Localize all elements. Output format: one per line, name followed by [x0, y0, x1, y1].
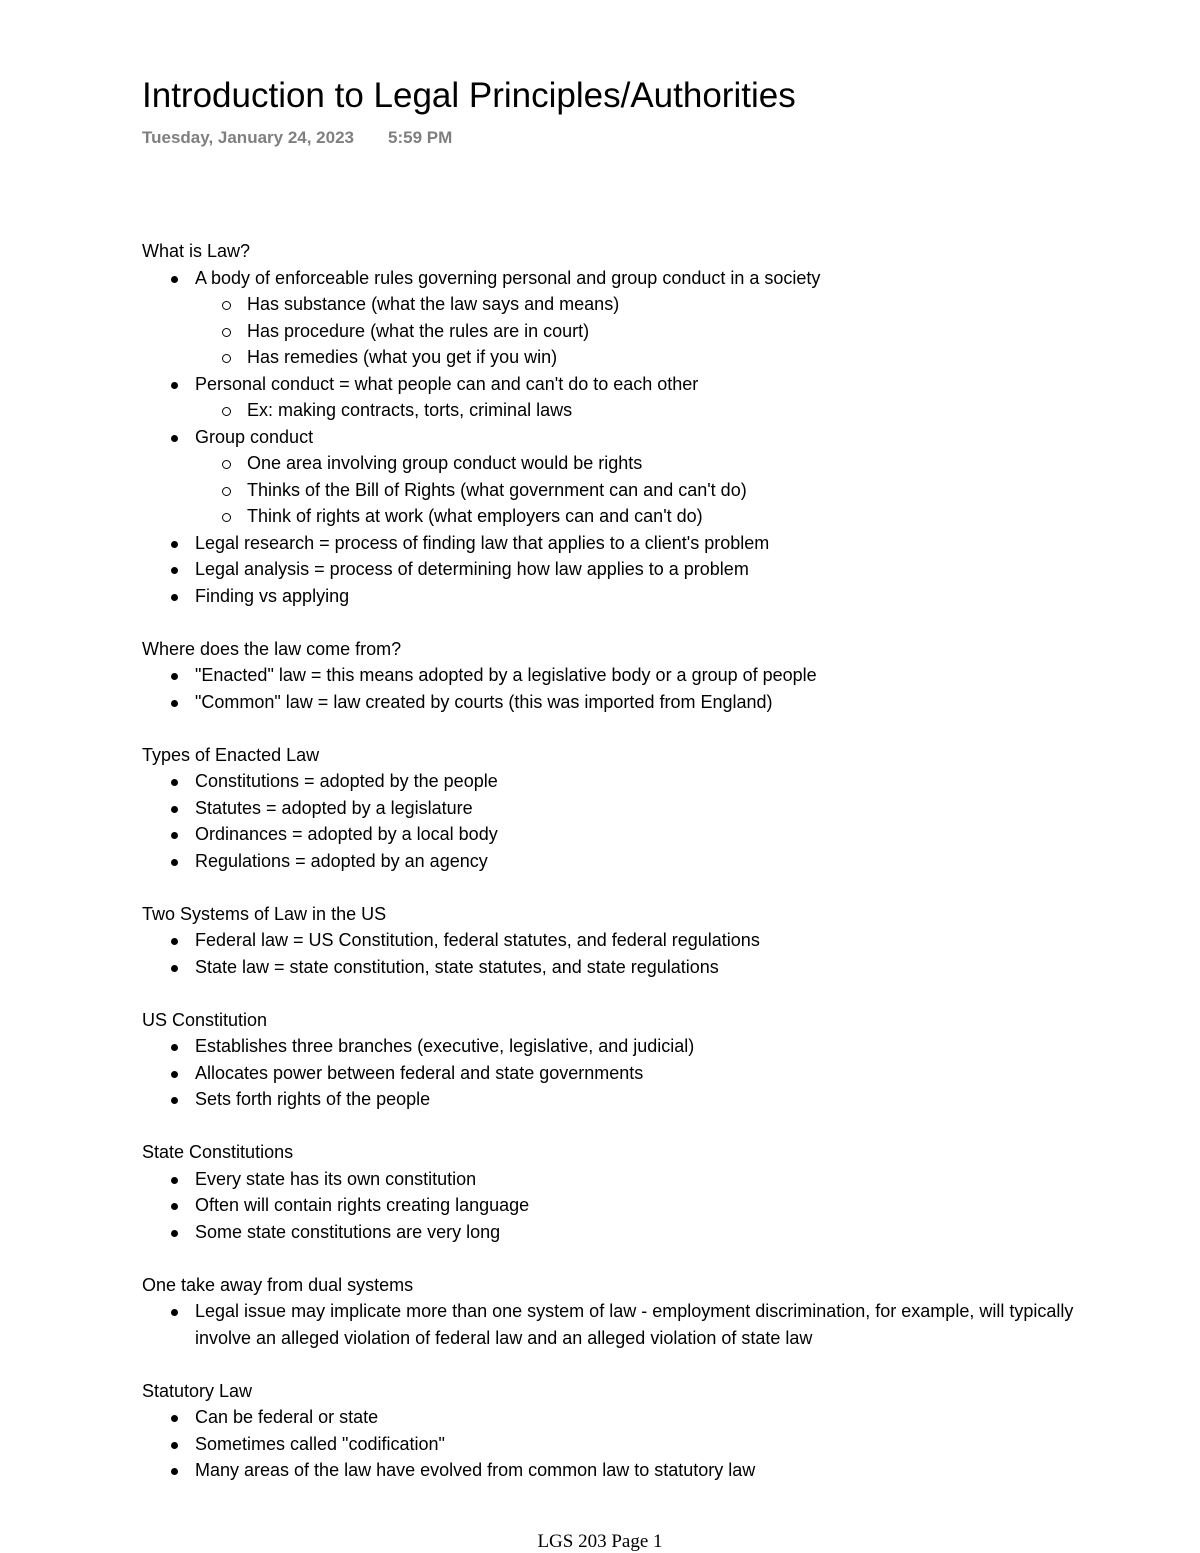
bullet-item: Sometimes called "codification"	[142, 1431, 1082, 1458]
note-timestamp	[142, 127, 452, 149]
section-heading: Types of Enacted Law	[142, 744, 320, 765]
sub-bullet-item: Has substance (what the law says and means)	[142, 291, 1082, 318]
bullet-item: "Common" law = law created by courts (this was imported from England)	[142, 689, 1082, 716]
note-body	[142, 238, 1082, 1510]
bullet-list	[142, 662, 1082, 715]
section-heading: What is Law?	[142, 241, 251, 261]
note-section	[142, 742, 1082, 875]
page-title: Introduction to Legal Principles/Authorities	[142, 76, 796, 115]
section-heading: Where does the law come from?	[142, 638, 402, 659]
bullet-item: Allocates power between federal and state governments	[142, 1060, 1082, 1087]
note-date: Tuesday, January 24, 2023	[142, 128, 354, 147]
section-heading: State Constitutions	[142, 1142, 294, 1162]
bullet-item: Constitutions = adopted by the people	[142, 768, 1082, 795]
section-heading: US Constitution	[142, 1009, 268, 1030]
bullet-list	[142, 768, 1082, 874]
note-section	[142, 901, 1082, 981]
note-section	[142, 1139, 1082, 1245]
bullet-item: Can be federal or state	[142, 1404, 1082, 1431]
bullet-item: Every state has its own constitution	[142, 1166, 1082, 1193]
bullet-item: State law = state constitution, state statutes, and state regulations	[142, 954, 1082, 981]
note-section	[142, 1007, 1082, 1113]
sub-bullet-item: Has remedies (what you get if you win)	[142, 344, 1082, 371]
section-heading: One take away from dual systems	[142, 1274, 414, 1295]
bullet-list	[142, 1033, 1082, 1113]
bullet-list	[142, 1298, 1082, 1351]
bullet-item: Legal analysis = process of determining how law applies to a problem	[142, 556, 1082, 583]
bullet-item: Statutes = adopted by a legislature	[142, 795, 1082, 822]
sub-bullet-item: Thinks of the Bill of Rights (what government can and can't do)	[142, 477, 1082, 504]
bullet-item: Many areas of the law have evolved from common law to statutory law	[142, 1457, 1082, 1484]
note-section	[142, 1272, 1082, 1352]
section-heading: Two Systems of Law in the US	[142, 903, 387, 924]
bullet-item: Establishes three branches (executive, legislative, and judicial)	[142, 1033, 1082, 1060]
bullet-item: Sets forth rights of the people	[142, 1086, 1082, 1113]
sub-bullet-item: Think of rights at work (what employers can and can't do)	[142, 503, 1082, 530]
sub-bullet-item: One area involving group conduct would be rights	[142, 450, 1082, 477]
bullet-item: Regulations = adopted by an agency	[142, 848, 1082, 875]
note-section	[142, 238, 1082, 609]
note-section	[142, 1378, 1082, 1484]
note-section	[142, 636, 1082, 716]
sub-bullet-item: Ex: making contracts, torts, criminal laws	[142, 397, 1082, 424]
bullet-item: Some state constitutions are very long	[142, 1219, 1082, 1246]
bullet-list	[142, 927, 1082, 980]
bullet-list	[142, 265, 1082, 610]
bullet-item: Personal conduct = what people can and can't do to each other	[142, 371, 1082, 398]
bullet-item: Group conduct	[142, 424, 1082, 451]
page-footer: LGS 203 Page 1	[537, 1531, 663, 1552]
bullet-item: Legal issue may implicate more than one system of law - employment discrimination, for example, will typically involve an alleged violation of federal law and an alleged violation of state law	[142, 1298, 1082, 1351]
sub-bullet-item: Has procedure (what the rules are in court)	[142, 318, 1082, 345]
bullet-item: Often will contain rights creating language	[142, 1192, 1082, 1219]
section-heading: Statutory Law	[142, 1380, 253, 1401]
bullet-item: Ordinances = adopted by a local body	[142, 821, 1082, 848]
bullet-item: "Enacted" law = this means adopted by a legislative body or a group of people	[142, 662, 1082, 689]
bullet-item: Federal law = US Constitution, federal statutes, and federal regulations	[142, 927, 1082, 954]
bullet-item: A body of enforceable rules governing personal and group conduct in a society	[142, 265, 1082, 292]
note-time: 5:59 PM	[388, 128, 453, 147]
bullet-list	[142, 1404, 1082, 1484]
bullet-item: Finding vs applying	[142, 583, 1082, 610]
bullet-item: Legal research = process of finding law that applies to a client's problem	[142, 530, 1082, 557]
bullet-list	[142, 1166, 1082, 1246]
